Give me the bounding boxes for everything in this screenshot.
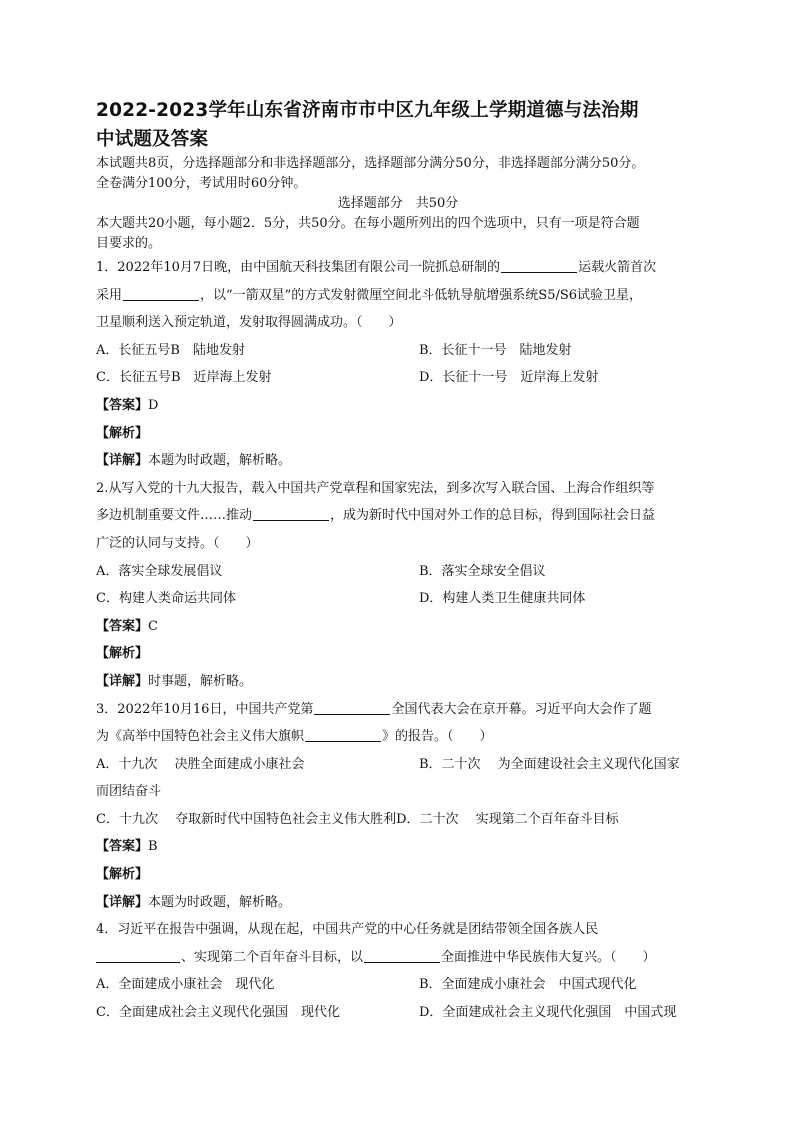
detail-text: 本题为时政题，解析略。 [148,894,292,910]
question-1-line-2 [96,282,700,310]
question-text: ，以“一箭双星”的方式发射微厘空间北斗低轨导航增强系统S5/S6试验卫星， [200,287,643,303]
option-a: A．十九次 决胜全面建成小康社会 [96,756,305,772]
option-c: C．全面建成社会主义现代化强国 现代化 [96,1005,340,1021]
title-line-2: 中试题及答案 [96,129,209,150]
answer-blank [96,948,180,963]
analysis-tag: 【解析】 [96,646,149,662]
question-2-line-2 [96,502,700,530]
options-row [96,971,700,999]
question-3-line-2 [96,723,700,751]
option-a: A．全面建成小康社会 现代化 [96,977,275,993]
detail-tag: 【详解】 [96,894,149,910]
section-heading: 选择题部分 共50分 [337,196,459,211]
option-b: B．长征十一号 陆地发射 [419,342,572,358]
document-page [96,96,700,1027]
options-row [96,806,700,834]
answer-line [96,392,700,420]
question-1-line-1 [96,254,700,282]
question-text: 为《高举中国特色社会主义伟大旗帜 [96,729,305,745]
option-b: B．全面建成小康社会 中国式现代化 [419,977,637,993]
instruction-line-1: 本大题共20小题，每小题2．5分，共50分。在每小题所列出的四个选项中，只有一项是符合题 [96,216,640,231]
answer-tag: 【答案】 [96,839,149,855]
detail-line [96,447,700,475]
question-text: 1．2022年10月7日晚，由中国航天科技集团有限公司一院抓总研制的 [96,260,501,275]
question-4-line-2 [96,944,700,972]
analysis-line [96,861,700,889]
answer-tag: 【答案】 [96,618,149,634]
question-text: 全面推进中华民族伟大复兴。（ ） [441,949,656,965]
option-b: B．落实全球安全倡议 [419,563,546,579]
question-2 [96,475,700,696]
question-2-line-1: 2.从写入党的十九大报告，载入中国共产党章程和国家宪法，到多次写入联合国、上海合作组织等 [96,480,655,496]
answer-line [96,613,700,641]
option-b-continued: 而团结奋斗 [96,784,162,800]
options-row [96,585,700,613]
analysis-line [96,640,700,668]
options-row [96,999,700,1027]
analysis-line [96,420,700,448]
answer-tag: 【答案】 [96,397,149,413]
question-1 [96,254,700,475]
question-text: 运载火箭首次 [578,260,657,275]
question-4 [96,916,700,1026]
analysis-tag: 【解析】 [96,867,149,883]
answer-blank [123,286,199,301]
answer-line [96,833,700,861]
option-d: D．二十次 实现第二个百年奋斗目标 [396,811,619,827]
question-text: 多边机制重要文件……推动 [96,508,253,524]
detail-tag: 【详解】 [96,673,149,689]
option-c: C．长征五号B 近岸海上发射 [96,370,272,386]
intro-line-2: 全卷满分100分，考试用时60分钟。 [96,176,307,191]
option-a: A．长征五号B 陆地发射 [96,342,245,358]
option-d: D．全面建成社会主义现代化强国 中国式现 [419,1005,677,1021]
question-text: 3．2022年10月16日，中国共产党第 [96,701,314,717]
answer-blank [501,258,577,273]
question-text: 》的报告。（ ） [382,729,493,745]
options-row [96,364,700,392]
question-text: ，成为新时代中国对外工作的总目标，得到国际社会日益 [330,508,656,524]
intro-line-1: 本试题共8页，分选择题部分和非选择题部分，选择题部分满分50分，非选择题部分满分50分。 [96,156,645,171]
answer-blank [305,727,381,742]
detail-text: 本题为时政题，解析略。 [148,453,292,469]
answer-value: B [148,839,158,855]
question-1-line-3: 卫星顺利送入预定轨道，发射取得圆满成功。（ ） [96,315,402,331]
answer-blank [364,948,440,963]
question-3-line-1 [96,696,700,724]
options-row [96,751,700,779]
option-a: A．落实全球发展倡议 [96,563,223,579]
option-c: C．十九次 夺取新时代中国特色社会主义伟大胜利 [96,811,397,827]
answer-blank [314,700,390,715]
question-text: 、实现第二个百年奋斗目标，以 [181,949,364,965]
title-line-1: 2022-2023学年山东省济南市市中区九年级上学期道德与法治期 [96,100,639,121]
option-b: B．二十次 为全面建设社会主义现代化国家 [419,756,680,772]
answer-value: D [148,397,159,413]
answer-value: C [148,618,158,634]
options-row [96,558,700,586]
detail-text: 时事题，解析略。 [148,673,253,689]
detail-line [96,668,700,696]
document-title [96,96,700,154]
option-d: D．长征十一号 近岸海上发射 [419,370,599,386]
instruction-line-2: 目要求的。 [96,236,162,251]
question-text: 采用 [96,287,123,303]
option-c: C．构建人类命运共同体 [96,591,236,607]
options-row [96,337,700,365]
answer-blank [253,506,329,521]
question-4-line-1: 4．习近平在报告中强调，从现在起，中国共产党的中心任务就是团结带领全国各族人民 [96,922,599,938]
question-text: 全国代表大会在京开幕。习近平向大会作了题 [391,701,652,717]
option-d: D．构建人类卫生健康共同体 [419,591,586,607]
question-3 [96,696,700,917]
detail-line [96,889,700,917]
question-2-line-3: 广泛的认同与支持。（ ） [96,535,259,551]
detail-tag: 【详解】 [96,453,149,469]
analysis-tag: 【解析】 [96,425,149,441]
